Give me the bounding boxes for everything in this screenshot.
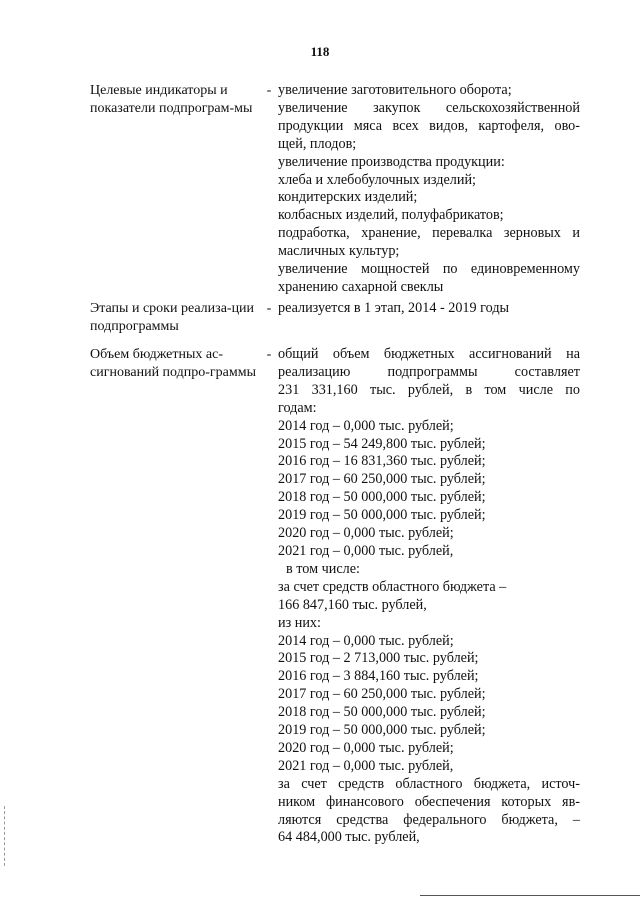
- section-target-indicators: [90, 82, 590, 297]
- value-line: колбасных изделий, полуфабрикатов;: [278, 207, 504, 224]
- section-stages-terms: [90, 300, 590, 335]
- value-line: 2018 год – 50 000,000 тыс. рублей;: [278, 489, 486, 506]
- value-line: подработка, хранение, перевалка зерновых и: [278, 225, 580, 242]
- value-line: 2019 год – 50 000,000 тыс. рублей;: [278, 722, 486, 739]
- value-line: 2019 год – 50 000,000 тыс. рублей;: [278, 507, 486, 524]
- value-line: ляются средства федерального бюджета, –: [278, 811, 580, 828]
- section-value: [278, 346, 580, 847]
- value-line: общий объем бюджетных ассигнований на: [278, 346, 580, 362]
- value-line: хлеба и хлебобулочных изделий;: [278, 171, 476, 188]
- value-line: в том числе:: [286, 560, 360, 577]
- value-line: 231 331,160 тыс. рублей, в том числе по: [278, 381, 580, 398]
- value-line: 2021 год – 0,000 тыс. рублей,: [278, 757, 454, 774]
- value-line: 2014 год – 0,000 тыс. рублей;: [278, 417, 454, 434]
- value-line: 2017 год – 60 250,000 тыс. рублей;: [278, 471, 486, 488]
- value-line: за счет средств областного бюджета –: [278, 578, 507, 595]
- value-line: годам:: [278, 399, 317, 416]
- value-line: продукции мяса всех видов, картофеля, ово-: [278, 117, 580, 134]
- bottom-rule: [420, 895, 640, 896]
- value-line: реализацию подпрограммы составляет: [278, 363, 580, 380]
- dash-marker: -: [266, 347, 272, 362]
- value-line: 2018 год – 50 000,000 тыс. рублей;: [278, 704, 486, 721]
- value-line: кондитерских изделий;: [278, 189, 418, 206]
- value-line: масличных культур;: [278, 243, 400, 260]
- section-value: [278, 82, 580, 297]
- value-line: за счет средств областного бюджета, источ-: [278, 775, 580, 792]
- value-line: увеличение закупок сельскохозяйственной: [278, 99, 580, 116]
- value-line: ником финансового обеспечения которых яв-: [278, 793, 580, 810]
- value-line: хранению сахарной свеклы: [278, 278, 444, 295]
- dash-marker: -: [266, 301, 272, 316]
- value-line: 2015 год – 2 713,000 тыс. рублей;: [278, 650, 479, 667]
- section-label: Этапы и сроки реализа-ции подпрограммы: [90, 301, 255, 334]
- dash-marker: -: [266, 83, 272, 98]
- value-line: реализуется в 1 этап, 2014 - 2019 годы: [278, 300, 510, 316]
- value-line: увеличение заготовительного оборота;: [278, 82, 512, 98]
- value-line: 2020 год – 0,000 тыс. рублей;: [278, 739, 454, 756]
- section-budget-allocations: [90, 346, 590, 847]
- value-line: из них:: [278, 614, 321, 631]
- value-line: щей, плодов;: [278, 135, 357, 152]
- value-line: 64 484,000 тыс. рублей,: [278, 829, 420, 846]
- value-line: 2014 год – 0,000 тыс. рублей;: [278, 632, 454, 649]
- value-line: 2016 год – 3 884,160 тыс. рублей;: [278, 668, 479, 685]
- value-line: 2017 год – 60 250,000 тыс. рублей;: [278, 686, 486, 703]
- value-line: 2021 год – 0,000 тыс. рублей,: [278, 542, 454, 559]
- section-label: Целевые индикаторы и показатели подпрограм-мы: [90, 83, 253, 116]
- value-line: 2015 год – 54 249,800 тыс. рублей;: [278, 435, 486, 452]
- page-number: 118: [310, 44, 330, 59]
- scan-edge-mark: [4, 806, 6, 866]
- section-value: [278, 300, 580, 335]
- value-line: 2020 год – 0,000 тыс. рублей;: [278, 525, 454, 542]
- value-line: увеличение мощностей по единовременному: [278, 261, 580, 278]
- section-label: Объем бюджетных ас-сигнований подпро-граммы: [90, 347, 257, 380]
- value-line: 2016 год – 16 831,360 тыс. рублей;: [278, 453, 486, 470]
- value-line: увеличение производства продукции:: [278, 153, 505, 170]
- value-line: 166 847,160 тыс. рублей,: [278, 596, 427, 613]
